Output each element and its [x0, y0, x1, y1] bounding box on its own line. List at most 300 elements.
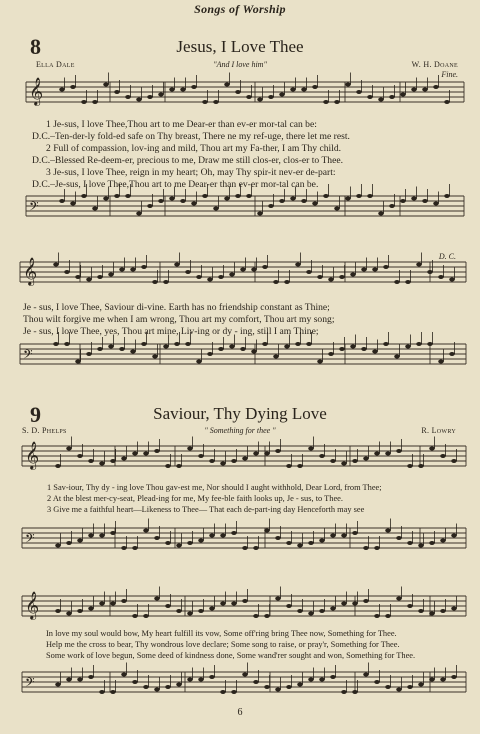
- notehead: [92, 100, 98, 104]
- staff: [22, 446, 466, 466]
- notehead: [356, 90, 362, 94]
- notehead: [136, 98, 142, 102]
- notehead: [158, 93, 164, 97]
- notehead: [196, 275, 202, 279]
- notehead: [209, 607, 215, 611]
- notehead: [64, 342, 70, 346]
- notehead: [306, 342, 312, 346]
- notehead: [198, 539, 204, 543]
- notehead: [147, 95, 153, 99]
- notehead: [367, 95, 373, 99]
- notehead: [350, 273, 356, 277]
- notehead: [363, 599, 369, 603]
- notehead: [295, 342, 301, 346]
- notehead: [143, 614, 149, 618]
- notehead: [154, 449, 160, 453]
- notehead: [284, 345, 290, 349]
- notehead: [59, 88, 65, 92]
- notehead: [345, 83, 351, 87]
- notehead: [130, 268, 136, 272]
- notehead: [407, 685, 413, 689]
- notehead: [121, 546, 127, 550]
- notehead: [163, 280, 169, 284]
- notehead: [427, 270, 433, 274]
- notehead: [416, 263, 422, 267]
- notehead: [125, 194, 131, 198]
- notehead: [125, 95, 131, 99]
- notehead: [70, 202, 76, 206]
- notehead: [444, 194, 450, 198]
- notehead: [110, 459, 116, 463]
- notehead: [59, 199, 65, 203]
- hymn-8-refrain-line: Je - sus, I love Thee, yes, Thou art mine, Liv-ing or dy - ing, still I am Thine;: [23, 326, 319, 337]
- notehead: [99, 534, 105, 538]
- notehead: [451, 607, 457, 611]
- notehead: [411, 88, 417, 92]
- notehead: [81, 100, 87, 104]
- notehead: [290, 88, 296, 92]
- notehead: [345, 197, 351, 201]
- notehead: [389, 204, 395, 208]
- staff: [26, 196, 464, 216]
- notehead: [242, 673, 248, 677]
- notehead: [418, 683, 424, 687]
- notehead: [198, 454, 204, 458]
- hymn-9-verse-line: 2 At the blest mer-cy-seat, Plead-ing for me, My fee-ble faith looks up, Je - sus, to Thee.: [47, 494, 343, 503]
- notehead: [286, 541, 292, 545]
- hymn-9-refrain-line: Help me the cross to bear, Thy wondrous love declare; Some song to raise, or pray'r, Something for Thee.: [46, 640, 400, 649]
- notehead: [55, 464, 61, 468]
- notehead: [418, 544, 424, 548]
- notehead: [394, 280, 400, 284]
- hymn-8-verse-line: D.C.–Blessed Re-deem-er, precious to me, Draw me still clos-er, clos-er to Thee.: [32, 155, 344, 166]
- notehead: [66, 447, 72, 451]
- notehead: [198, 609, 204, 613]
- notehead: [218, 275, 224, 279]
- notehead: [246, 194, 252, 198]
- notehead: [220, 534, 226, 538]
- notehead: [174, 342, 180, 346]
- notehead: [440, 678, 446, 682]
- notehead: [231, 531, 237, 535]
- hymn-8-title: Jesus, I Love Thee: [176, 37, 304, 56]
- staff: [26, 82, 464, 102]
- running-title: Songs of Worship: [194, 2, 286, 16]
- notehead: [323, 194, 329, 198]
- notehead: [297, 609, 303, 613]
- notehead: [77, 454, 83, 458]
- notehead: [240, 347, 246, 351]
- notehead: [103, 197, 109, 201]
- notehead: [165, 464, 171, 468]
- notehead: [372, 268, 378, 272]
- notehead: [88, 459, 94, 463]
- notehead: [165, 604, 171, 608]
- hymn-9-refrain-line: Some work of love begun, Some deed of kindness done, Some wand'rer sought and won, Something for Thee.: [46, 651, 416, 660]
- notehead: [328, 278, 334, 282]
- notehead: [385, 529, 391, 533]
- notehead: [429, 447, 435, 451]
- notehead: [400, 93, 406, 97]
- hymn-8-refrain-line: Je - sus, I love Thee, Saviour di-vine. Earth has no friendship constant as Thine;: [23, 302, 330, 313]
- notehead: [130, 350, 136, 354]
- notehead: [86, 278, 92, 282]
- notehead: [187, 447, 193, 451]
- notehead: [319, 609, 325, 613]
- notehead: [202, 194, 208, 198]
- notehead: [180, 88, 186, 92]
- bass-clef-icon: 𝄢: [29, 199, 39, 217]
- notehead: [207, 278, 213, 282]
- notehead: [317, 275, 323, 279]
- notehead: [440, 539, 446, 543]
- notehead: [330, 607, 336, 611]
- notehead: [257, 212, 263, 216]
- notehead: [438, 275, 444, 279]
- notehead: [301, 199, 307, 203]
- notehead: [257, 98, 263, 102]
- notehead: [209, 459, 215, 463]
- notehead: [361, 347, 367, 351]
- notehead: [165, 685, 171, 689]
- notehead: [103, 83, 109, 87]
- notehead: [306, 270, 312, 274]
- notehead: [374, 614, 380, 618]
- notehead: [363, 546, 369, 550]
- notehead: [416, 342, 422, 346]
- notehead: [132, 452, 138, 456]
- notehead: [187, 678, 193, 682]
- hymn-9-subtitle: " Something for thee ": [204, 426, 276, 435]
- notehead: [242, 457, 248, 461]
- hymn-8-verse-line: D.C.–Ten-der-ly fold-ed safe on Thy breast, There ne my ref-uge, there let me rest.: [32, 131, 350, 142]
- notehead: [55, 609, 61, 613]
- notehead: [141, 265, 147, 269]
- notehead: [75, 275, 81, 279]
- notehead: [154, 688, 160, 692]
- notehead: [132, 680, 138, 684]
- notehead: [297, 683, 303, 687]
- notehead: [319, 539, 325, 543]
- notehead: [411, 197, 417, 201]
- notehead: [251, 268, 257, 272]
- hymn-8-number: 8: [30, 34, 41, 59]
- notehead: [242, 599, 248, 603]
- notehead: [154, 536, 160, 540]
- notehead: [396, 597, 402, 601]
- hymn-9-title: Saviour, Thy Dying Love: [153, 404, 327, 423]
- notehead: [114, 194, 120, 198]
- notehead: [429, 612, 435, 616]
- notehead: [165, 541, 171, 545]
- notehead: [361, 268, 367, 272]
- notehead: [141, 342, 147, 346]
- notehead: [286, 685, 292, 689]
- notehead: [323, 100, 329, 104]
- notehead: [363, 457, 369, 461]
- notehead: [378, 98, 384, 102]
- hymn-8-composer: W. H. Doane: [411, 60, 458, 69]
- notehead: [231, 459, 237, 463]
- notehead: [229, 273, 235, 277]
- notehead: [99, 602, 105, 606]
- notehead: [187, 541, 193, 545]
- notehead: [451, 459, 457, 463]
- notehead: [341, 462, 347, 466]
- hymn-9-verse-line: 1 Sav-iour, Thy dy - ing love Thou gav-est me, Nor should I aught withhold, Dear Lord, from Thee;: [47, 483, 382, 492]
- bass-clef-icon: 𝄢: [23, 347, 33, 365]
- notehead: [176, 609, 182, 613]
- notehead: [132, 614, 138, 618]
- notehead: [301, 88, 307, 92]
- notehead: [268, 204, 274, 208]
- notehead: [235, 90, 241, 94]
- notehead: [264, 452, 270, 456]
- notehead: [191, 202, 197, 206]
- notehead: [295, 263, 301, 267]
- notehead: [231, 690, 237, 694]
- notehead: [132, 546, 138, 550]
- notehead: [352, 459, 358, 463]
- notehead: [449, 278, 455, 282]
- notehead: [308, 678, 314, 682]
- notehead: [312, 202, 318, 206]
- notehead: [264, 529, 270, 533]
- notehead: [433, 202, 439, 206]
- notehead: [53, 263, 59, 267]
- notehead: [330, 459, 336, 463]
- notehead: [279, 199, 285, 203]
- notehead: [352, 531, 358, 535]
- notehead: [119, 268, 125, 272]
- notehead: [53, 342, 59, 346]
- notehead: [55, 683, 61, 687]
- notehead: [429, 678, 435, 682]
- notehead: [264, 685, 270, 689]
- notehead: [339, 347, 345, 351]
- notehead: [253, 546, 259, 550]
- notehead: [273, 355, 279, 359]
- notehead: [77, 539, 83, 543]
- notehead: [385, 614, 391, 618]
- notehead: [396, 536, 402, 540]
- notehead: [253, 452, 259, 456]
- notehead: [235, 194, 241, 198]
- notehead: [275, 536, 281, 540]
- notehead: [224, 83, 230, 87]
- notehead: [363, 673, 369, 677]
- notehead: [246, 95, 252, 99]
- notehead: [196, 360, 202, 364]
- notehead: [70, 85, 76, 89]
- notehead: [121, 599, 127, 603]
- notehead: [147, 204, 153, 208]
- notehead: [286, 464, 292, 468]
- notehead: [418, 609, 424, 613]
- hymn-8-verse-line: D.C.–Je-sus, I love Thee,Thou art to me Dear-er than ev-er mor-tal can be.: [32, 179, 319, 190]
- notehead: [407, 464, 413, 468]
- treble-clef-icon: 𝄞: [29, 77, 44, 105]
- notehead: [284, 280, 290, 284]
- notehead: [275, 688, 281, 692]
- notehead: [341, 534, 347, 538]
- notehead: [187, 612, 193, 616]
- notehead: [202, 100, 208, 104]
- notehead: [143, 529, 149, 533]
- notehead: [262, 342, 268, 346]
- notehead: [319, 454, 325, 458]
- hymn-8-verse-line: 3 Je-sus, I love Thee, reign in my heart; Oh, may Thy spir-it nev-er de-part:: [46, 167, 336, 178]
- treble-clef-icon: 𝄞: [23, 257, 38, 285]
- notehead: [317, 360, 323, 364]
- notehead: [99, 462, 105, 466]
- notehead: [451, 675, 457, 679]
- hymn-8-dc-mark: D. C.: [438, 252, 456, 261]
- hymn-9-author: S. D. Phelps: [22, 426, 67, 435]
- hymn-9-number: 9: [30, 402, 41, 427]
- notehead: [174, 263, 180, 267]
- notehead: [396, 688, 402, 692]
- notehead: [185, 342, 191, 346]
- notehead: [240, 268, 246, 272]
- notehead: [341, 602, 347, 606]
- notehead: [110, 602, 116, 606]
- notehead: [110, 531, 116, 535]
- page-number: 6: [237, 707, 243, 718]
- notehead: [143, 685, 149, 689]
- notehead: [405, 280, 411, 284]
- notehead: [55, 544, 61, 548]
- notehead: [209, 534, 215, 538]
- notehead: [97, 275, 103, 279]
- notehead: [152, 355, 158, 359]
- notehead: [224, 197, 230, 201]
- hymn-8-subtitle: "And I love him": [213, 60, 267, 69]
- notehead: [198, 678, 204, 682]
- hymn-8-verse-line: 1 Je-sus, I love Thee,Thou art to me Dear-er than ev-er mor-tal can be:: [46, 119, 317, 130]
- notehead: [394, 355, 400, 359]
- notehead: [242, 546, 248, 550]
- notehead: [407, 541, 413, 545]
- notehead: [297, 544, 303, 548]
- notehead: [444, 100, 450, 104]
- hymn-8-fine-mark: Fine.: [441, 70, 458, 79]
- notehead: [407, 604, 413, 608]
- notehead: [209, 675, 215, 679]
- notehead: [86, 352, 92, 356]
- treble-clef-icon: 𝄞: [25, 441, 40, 469]
- notehead: [121, 457, 127, 461]
- notehead: [75, 360, 81, 364]
- notehead: [66, 678, 72, 682]
- notehead: [312, 85, 318, 89]
- notehead: [88, 607, 94, 611]
- notehead: [389, 95, 395, 99]
- notehead: [449, 352, 455, 356]
- notehead: [108, 273, 114, 277]
- notehead: [143, 452, 149, 456]
- notehead: [110, 690, 116, 694]
- notehead: [279, 93, 285, 97]
- notehead: [176, 683, 182, 687]
- notehead: [308, 612, 314, 616]
- notehead: [121, 673, 127, 677]
- notehead: [422, 199, 428, 203]
- notehead: [422, 88, 428, 92]
- notehead: [372, 350, 378, 354]
- notehead: [185, 270, 191, 274]
- notehead: [328, 352, 334, 356]
- notehead: [114, 90, 120, 94]
- notehead: [308, 541, 314, 545]
- notehead: [374, 546, 380, 550]
- notehead: [220, 690, 226, 694]
- notehead: [341, 690, 347, 694]
- notehead: [433, 85, 439, 89]
- notehead: [451, 534, 457, 538]
- notehead: [66, 612, 72, 616]
- notehead: [81, 194, 87, 198]
- notehead: [440, 609, 446, 613]
- notehead: [352, 602, 358, 606]
- notehead: [330, 675, 336, 679]
- notehead: [169, 197, 175, 201]
- notehead: [385, 685, 391, 689]
- notehead: [220, 602, 226, 606]
- notehead: [108, 345, 114, 349]
- notehead: [334, 100, 340, 104]
- notehead: [253, 614, 259, 618]
- notehead: [405, 345, 411, 349]
- notehead: [64, 270, 70, 274]
- notehead: [356, 194, 362, 198]
- hymn-9-composer: R. Lowry: [421, 426, 456, 435]
- notehead: [427, 342, 433, 346]
- notehead: [438, 360, 444, 364]
- notehead: [251, 350, 257, 354]
- notehead: [268, 95, 274, 99]
- notehead: [383, 342, 389, 346]
- notehead: [297, 464, 303, 468]
- notehead: [191, 85, 197, 89]
- notehead: [275, 449, 281, 453]
- notehead: [158, 199, 164, 203]
- hymn-9-verse-line: 3 Give me a faithful heart—Likeness to Thee— That each de-part-ing day Henceforth may see: [47, 505, 365, 514]
- notehead: [334, 207, 340, 211]
- notehead: [213, 207, 219, 211]
- notehead: [119, 347, 125, 351]
- notehead: [385, 452, 391, 456]
- notehead: [180, 199, 186, 203]
- notehead: [352, 690, 358, 694]
- notehead: [396, 449, 402, 453]
- notehead: [290, 197, 296, 201]
- notehead: [77, 678, 83, 682]
- hymn-8-author: Ella Dale: [36, 60, 75, 69]
- hymn-9-refrain-line: In love my soul would bow, My heart fulfill its vow, Some off'ring bring Thee now, Something for Thee.: [46, 629, 397, 638]
- notehead: [88, 534, 94, 538]
- notehead: [99, 690, 105, 694]
- notehead: [136, 212, 142, 216]
- notehead: [92, 207, 98, 211]
- notehead: [253, 680, 259, 684]
- notehead: [169, 88, 175, 92]
- notehead: [429, 541, 435, 545]
- notehead: [264, 614, 270, 618]
- hymn-8-verse-line: 2 Full of compassion, lov-ing and mild, Thou art my Fa-ther, I am Thy child.: [46, 143, 342, 154]
- notehead: [207, 352, 213, 356]
- notehead: [66, 541, 72, 545]
